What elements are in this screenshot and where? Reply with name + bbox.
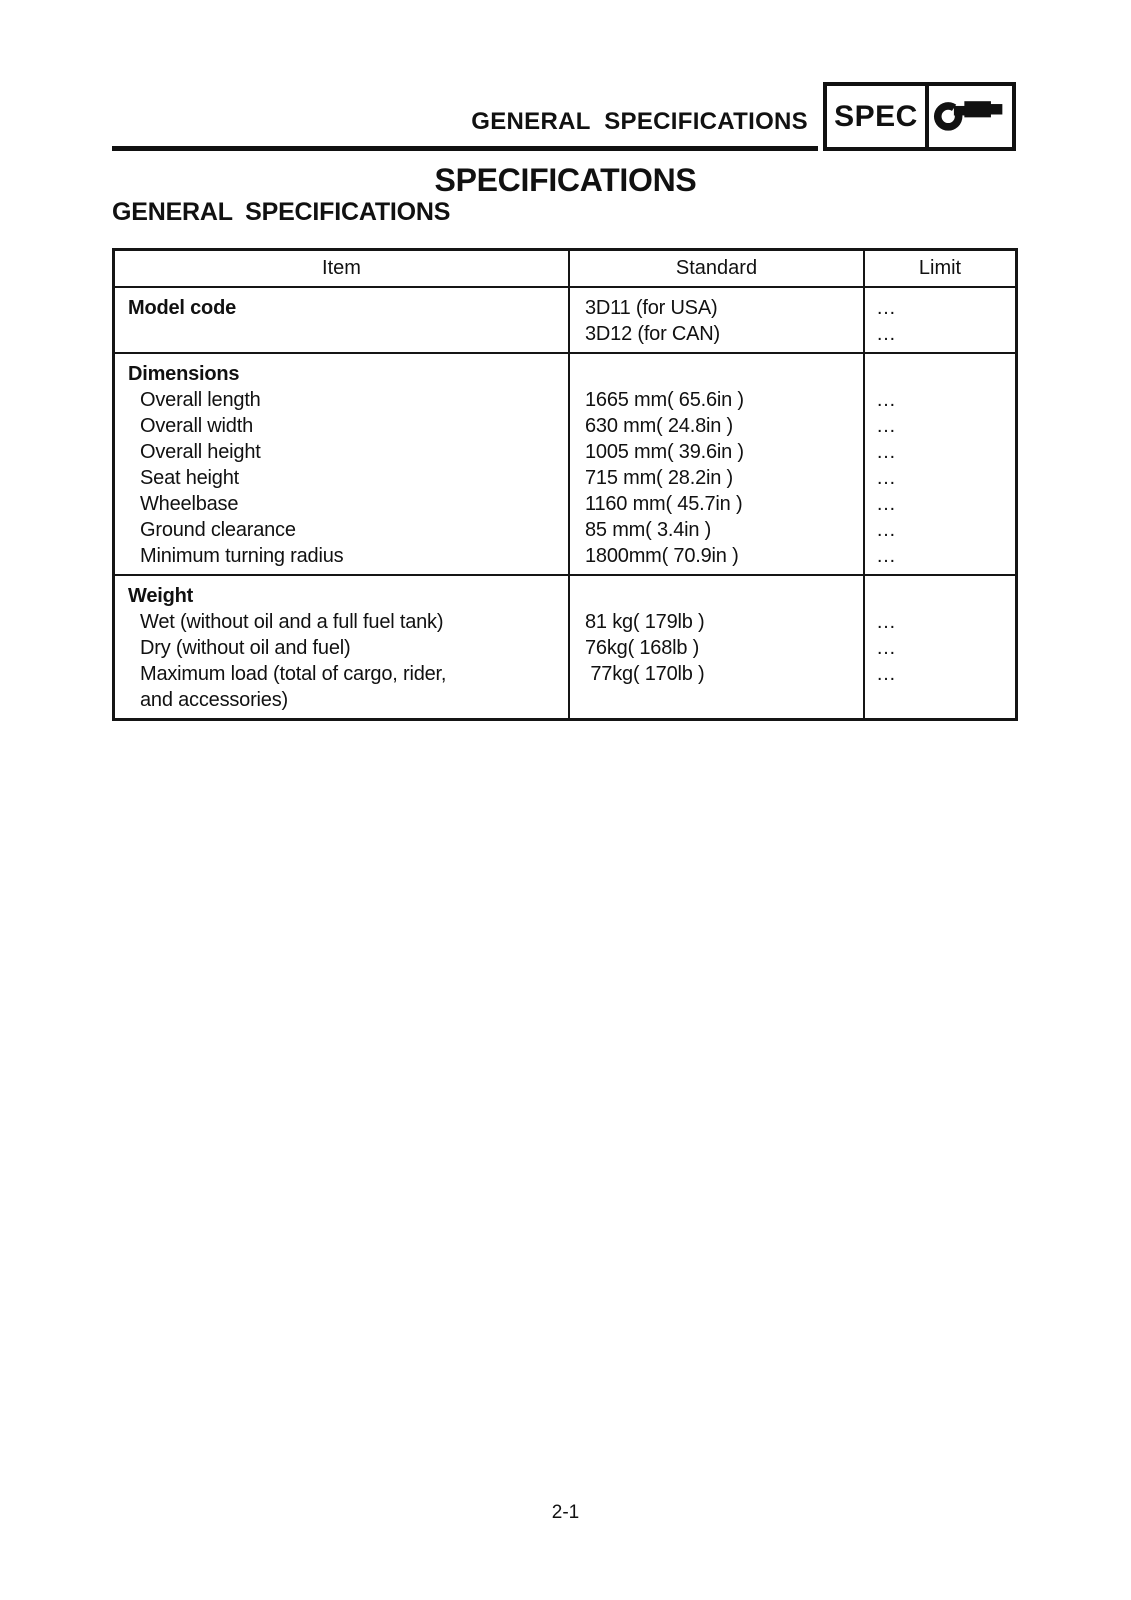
item-line: Overall height: [140, 441, 261, 463]
limit-line: [865, 687, 1015, 713]
section-title: GENERAL SPECIFICATIONS: [112, 198, 451, 226]
standard-line: [570, 583, 863, 609]
limit-line: [865, 361, 1015, 387]
standard-line: [570, 687, 863, 713]
table-row-weight: [115, 574, 1015, 718]
standard-line: [570, 361, 863, 387]
page-title: SPECIFICATIONS: [434, 162, 697, 198]
standard-cell: [568, 288, 863, 352]
limit-line: …: [876, 637, 896, 659]
item-line: Overall length: [140, 389, 261, 411]
limit-line: …: [876, 493, 896, 515]
column-header-standard: Standard: [568, 251, 863, 286]
limit-line: …: [876, 611, 896, 633]
item-line: Wet (without oil and a full fuel tank): [140, 611, 444, 633]
item-cell: [115, 288, 568, 352]
item-cell: [115, 576, 568, 718]
table-header-row: [115, 251, 1015, 286]
limit-cell: [863, 576, 1015, 718]
standard-line: 1160 mm( 45.7in ): [585, 493, 743, 515]
page-number: 2-1: [551, 1502, 580, 1523]
limit-line: …: [876, 545, 896, 567]
limit-line: [865, 583, 1015, 609]
limit-line: …: [876, 441, 896, 463]
header-chapter-title: GENERAL SPECIFICATIONS: [471, 108, 808, 135]
standard-line: 85 mm( 3.4in ): [585, 519, 712, 541]
item-cell: [115, 354, 568, 574]
item-line: Model code: [128, 297, 237, 319]
standard-line: 1665 mm( 65.6in ): [585, 389, 744, 411]
item-line: and accessories): [140, 689, 288, 711]
item-line: Wheelbase: [140, 493, 239, 515]
item-line: Seat height: [140, 467, 239, 489]
spec-tab-icon-cell: [929, 86, 1012, 147]
item-line: Dry (without oil and fuel): [140, 637, 351, 659]
limit-line: …: [876, 297, 896, 319]
standard-line: 77kg( 170lb ): [585, 663, 705, 685]
limit-line: …: [876, 415, 896, 437]
limit-cell: [863, 288, 1015, 352]
limit-line: …: [876, 467, 896, 489]
standard-line: 1005 mm( 39.6in ): [585, 441, 744, 463]
table-row-model-code: [115, 286, 1015, 352]
item-line: Maximum load (total of cargo, rider,: [140, 663, 447, 685]
standard-line: 1800mm( 70.9in ): [585, 545, 739, 567]
standard-line: 3D12 (for CAN): [585, 323, 721, 345]
item-line: Ground clearance: [140, 519, 296, 541]
standard-line: 76kg( 168lb ): [585, 637, 700, 659]
limit-line: …: [876, 323, 896, 345]
header-rule: [112, 146, 818, 151]
micrometer-icon: [933, 97, 1009, 137]
spec-table: [112, 248, 1018, 721]
standard-line: 630 mm( 24.8in ): [585, 415, 733, 437]
limit-line: …: [876, 389, 896, 411]
standard-line: 81 kg( 179lb ): [585, 611, 705, 633]
spec-tab: [823, 82, 1016, 151]
table-body: [115, 286, 1015, 718]
column-header-limit: Limit: [863, 251, 1015, 286]
standard-cell: [568, 354, 863, 574]
table-row-dimensions: [115, 352, 1015, 574]
item-line: [115, 321, 568, 347]
standard-line: 3D11 (for USA): [585, 297, 718, 319]
item-line: Weight: [128, 585, 194, 607]
item-line: Overall width: [140, 415, 253, 437]
item-line: Minimum turning radius: [140, 545, 344, 567]
limit-line: …: [876, 519, 896, 541]
column-header-item: Item: [322, 257, 361, 279]
spec-tab-label: SPEC: [827, 86, 929, 147]
item-line: Dimensions: [128, 363, 240, 385]
limit-line: …: [876, 663, 896, 685]
standard-cell: [568, 576, 863, 718]
limit-cell: [863, 354, 1015, 574]
standard-line: 715 mm( 28.2in ): [585, 467, 733, 489]
